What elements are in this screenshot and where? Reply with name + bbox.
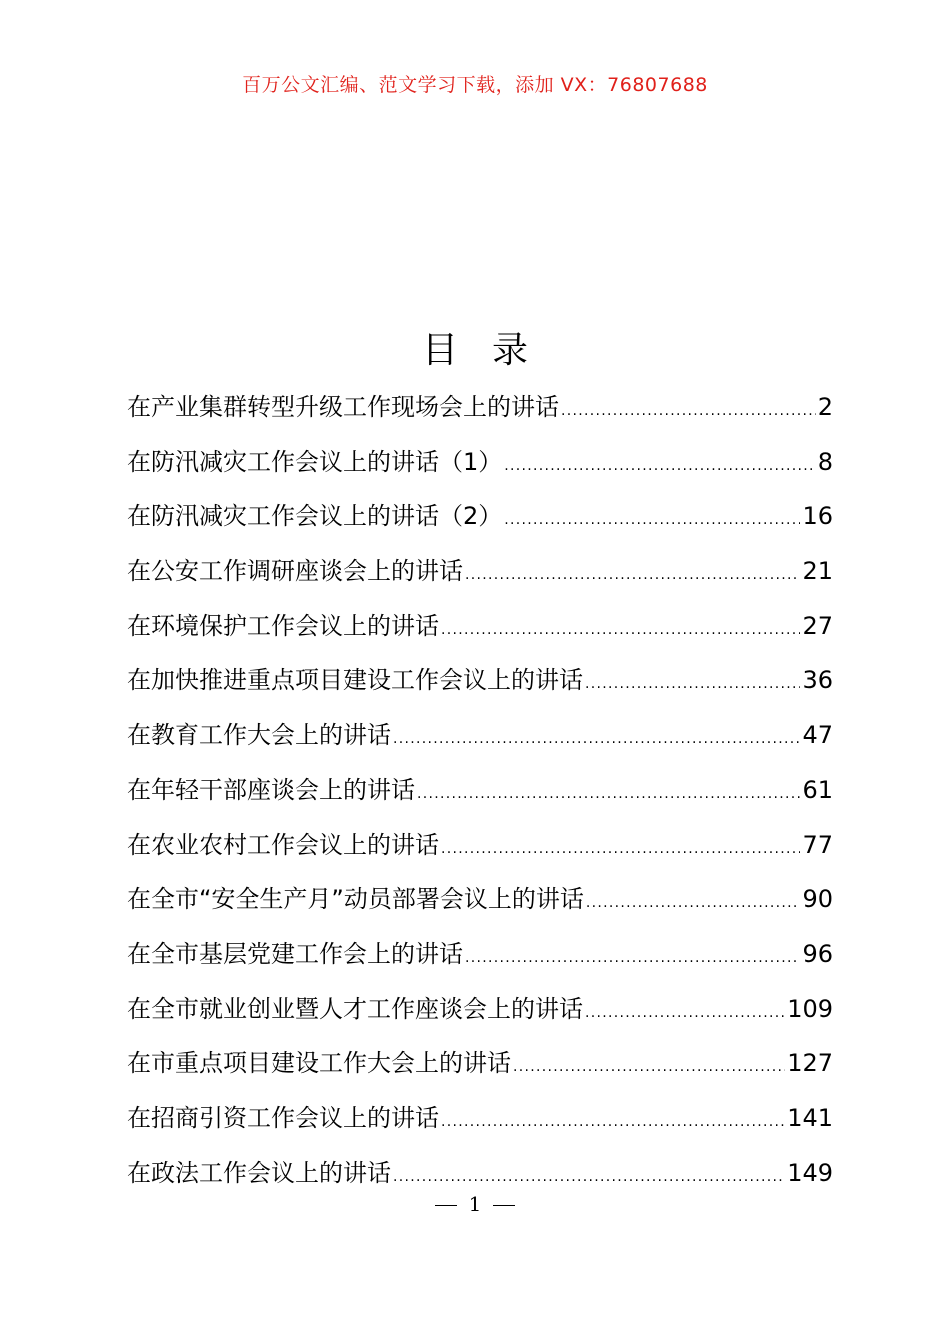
toc-entry-page: 2 <box>817 393 833 421</box>
toc-leader-dots <box>585 657 800 712</box>
toc-entry[interactable] <box>127 708 833 763</box>
header-promo-note: 百万公文汇编、范文学习下载，添加 VX：76807688 <box>242 74 708 96</box>
toc-leader-dots <box>513 1040 785 1095</box>
toc-entry-page: 21 <box>802 557 833 586</box>
toc-entry-title: 在环境保护工作会议上的讲话 <box>127 611 439 640</box>
toc-entry[interactable] <box>127 380 833 435</box>
toc-entry-page: 36 <box>802 666 833 695</box>
toc-entry-title: 在政法工作会议上的讲话 <box>127 1158 391 1187</box>
toc-entry-page: 77 <box>802 830 833 859</box>
toc-entry-title: 在防汛减灾工作会议上的讲话（2） <box>127 502 503 531</box>
toc-entry[interactable] <box>127 544 833 599</box>
toc-leader-dots <box>441 603 800 658</box>
toc-entry[interactable] <box>127 763 833 818</box>
toc-leader-dots <box>393 712 800 767</box>
toc-entry-title: 在招商引资工作会议上的讲话 <box>127 1103 439 1132</box>
page-footer <box>0 1192 950 1216</box>
toc-leader-dots <box>586 876 801 931</box>
toc-entry[interactable] <box>127 1036 833 1091</box>
toc-entry-page: 90 <box>802 885 833 914</box>
toc-entry-title: 在全市基层党建工作会上的讲话 <box>127 939 463 968</box>
page-number: 1 <box>468 1192 482 1216</box>
toc-entry-title: 在公安工作调研座谈会上的讲话 <box>127 557 463 586</box>
footer-dash-left <box>435 1205 457 1206</box>
toc-leader-dots <box>441 1095 785 1150</box>
toc-entry-page: 61 <box>802 775 833 804</box>
toc-entry-page: 141 <box>787 1103 833 1132</box>
toc-entry[interactable] <box>127 818 833 873</box>
toc-entry[interactable] <box>127 653 833 708</box>
toc-entry-title: 在年轻干部座谈会上的讲话 <box>127 775 415 804</box>
toc-entry-page: 96 <box>802 939 833 968</box>
toc-entry-page: 127 <box>787 1049 833 1078</box>
toc-leader-dots <box>465 548 800 603</box>
toc-entry[interactable] <box>127 599 833 654</box>
toc-leader-dots <box>561 384 816 439</box>
toc-entry-title: 在加快推进重点项目建设工作会议上的讲话 <box>127 666 583 695</box>
toc-entry[interactable] <box>127 489 833 544</box>
toc-entry-page: 27 <box>802 611 833 640</box>
toc-leader-dots <box>441 822 800 877</box>
toc-entry-page: 149 <box>787 1158 833 1187</box>
toc-entry-page: 16 <box>802 502 833 531</box>
toc-leader-dots <box>465 931 800 986</box>
toc-leader-dots <box>504 439 815 494</box>
toc-entry[interactable] <box>127 872 833 927</box>
toc-entry-title: 在全市就业创业暨人才工作座谈会上的讲话 <box>127 994 583 1023</box>
toc-entry-title: 在防汛减灾工作会议上的讲话（1） <box>127 447 503 476</box>
toc-entry-title: 在教育工作大会上的讲话 <box>127 721 391 750</box>
toc-entry[interactable] <box>127 982 833 1037</box>
toc-entry-title: 在农业农村工作会议上的讲话 <box>127 830 439 859</box>
toc-entry-page: 109 <box>787 994 833 1023</box>
toc-leader-dots <box>585 986 785 1041</box>
toc-entry[interactable] <box>127 927 833 982</box>
toc-entry-title: 在产业集群转型升级工作现场会上的讲话 <box>127 393 559 421</box>
toc-leader-dots <box>417 767 800 822</box>
toc-list <box>127 380 833 1200</box>
toc-leader-dots <box>504 493 800 548</box>
toc-entry-page: 8 <box>817 447 833 476</box>
toc-entry-title: 在全市“安全生产月”动员部署会议上的讲话 <box>127 885 584 914</box>
toc-entry[interactable] <box>127 435 833 490</box>
footer-dash-right <box>493 1205 515 1206</box>
toc-entry-page: 47 <box>802 721 833 750</box>
toc-entry-title: 在市重点项目建设工作大会上的讲话 <box>127 1049 511 1078</box>
toc-entry[interactable] <box>127 1091 833 1146</box>
toc-title: 目录 <box>421 330 562 372</box>
